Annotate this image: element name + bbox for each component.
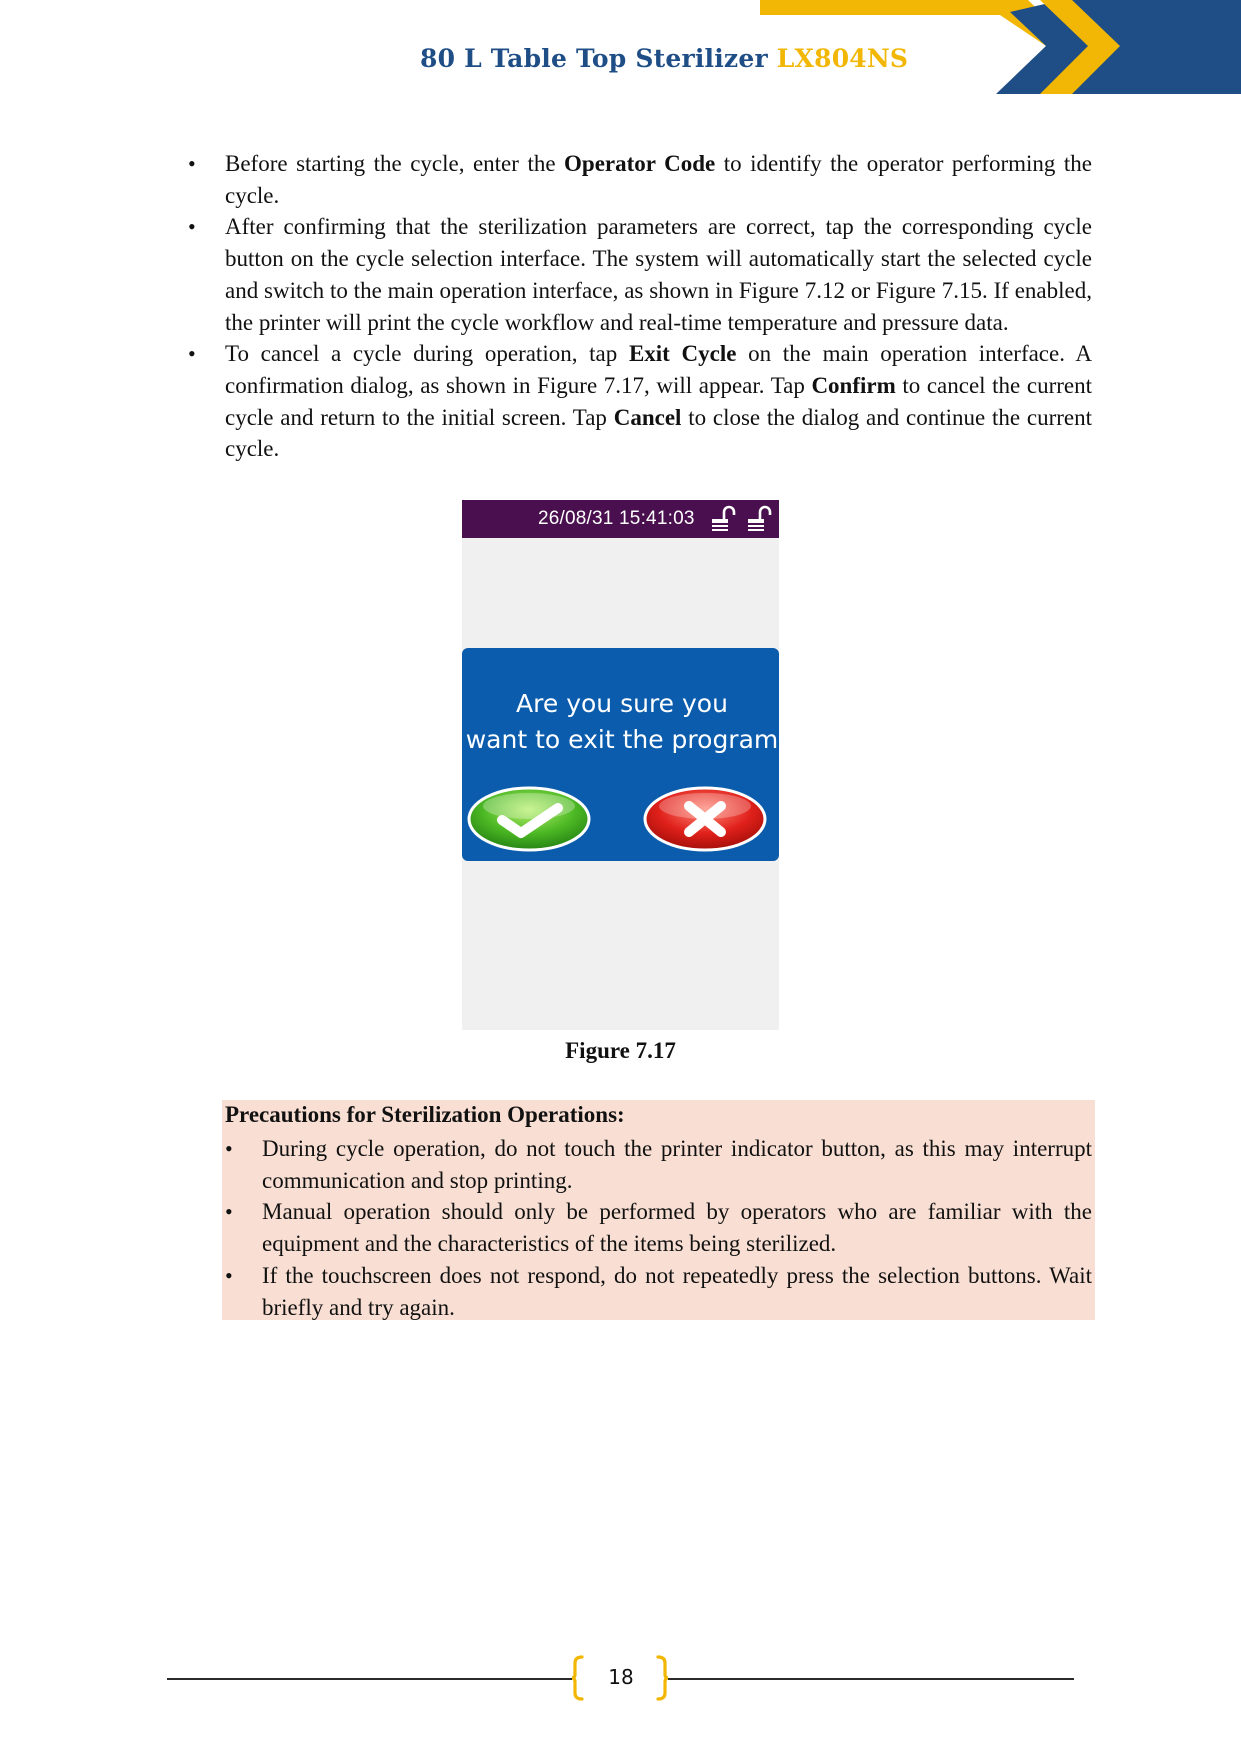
text-run: on the main operation interface. A confirmation dialog, as shown in Figure 7.17, will appear. Tap [225,341,1093,398]
text-run: to identify the operator performing the cycle. [225,151,1092,208]
precautions-title: Precautions for Sterilization Operations: [225,1102,625,1127]
precaution-item: • Manual operation should only be performed by operators who are familiar with the equipment and the characteristics of the items being sterilized. [225,1196,1092,1259]
status-clock: 26/08/31 15:41:03 [538,508,695,529]
precautions-box [222,1100,1095,1320]
dialog-message [462,686,779,758]
dialog-message-line: want to exit the program [465,725,779,754]
text-run: After confirming that the sterilization parameters are correct, tap the corresponding cycle button on the cycle selection interface. The system will automatically start the selected cycle and switch to the main operation interface, as shown in Figure 7.12 or Figure 7.15. If enabled, the printer will print the cycle workflow and real-time temperature and pressure data. [225,214,1092,335]
figure-caption: Figure 7.17 [565,1038,676,1063]
instruction-item [188,338,1092,465]
dialog-message-line: Are you sure you [516,689,728,718]
text-run: to cancel the current cycle and return to the initial screen. Tap [225,372,1092,430]
text-run: to close the dialog and continue the current cycle. [225,404,1092,462]
precautions-list [225,1133,1092,1323]
cancel-button[interactable] [642,786,768,852]
header-decoration [760,0,1241,100]
confirm-button[interactable] [466,786,592,852]
footer-bracket-right [655,1655,669,1701]
status-bar [462,500,779,538]
bold-term: Operator Code [564,151,716,176]
footer-bracket-left [571,1655,585,1701]
instruction-list [188,148,1092,465]
unlock-icon [746,505,772,533]
text-run: To cancel a cycle during operation, tap [225,341,629,367]
exit-confirm-dialog [462,648,779,861]
footer-rule-left [167,1678,572,1680]
page-number: 18 [608,1665,634,1689]
precaution-item: • If the touchscreen does not respond, do not repeatedly press the selection buttons. Wait briefly and try again. [225,1260,1092,1323]
instruction-item [188,211,1092,338]
document-title-main: 80 L Table Top Sterilizer [420,44,777,73]
footer-rule-right [668,1678,1074,1680]
text-run: Before starting the cycle, enter the [225,151,565,176]
bold-term: Cancel [613,404,682,430]
bold-term: Confirm [811,372,896,398]
bold-term: Exit Cycle [628,341,737,367]
document-title-model: LX804NS [776,44,909,73]
device-screen [462,500,779,1030]
precaution-item: • During cycle operation, do not touch the printer indicator button, as this may interrupt communication and stop printing. [225,1133,1092,1196]
unlock-icon [710,505,736,533]
instruction-item [188,148,1092,211]
